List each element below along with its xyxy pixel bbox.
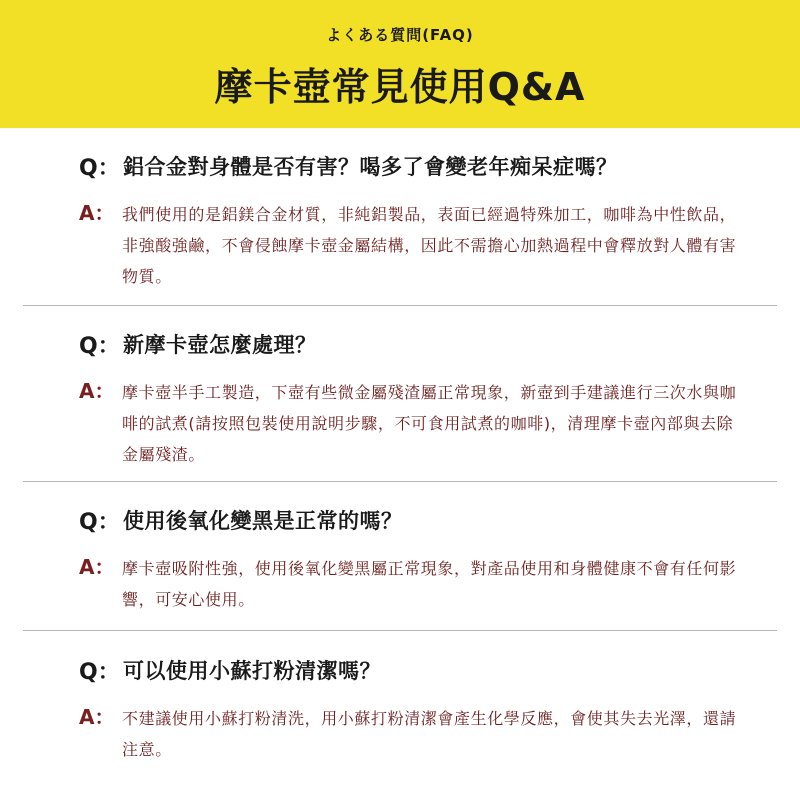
answer-marker: A：	[79, 379, 115, 403]
divider	[23, 481, 777, 482]
question-marker: Q：	[79, 660, 120, 685]
question-row	[79, 150, 759, 182]
question-row	[79, 654, 759, 686]
header-banner	[0, 0, 800, 128]
divider	[23, 305, 777, 306]
answer-text: 摩卡壺半手工製造，下壺有些微金屬殘渣屬正常現象，新壺到手建議進行三次水與咖啡的試煮(請按照包裝使用說明步驟，不可食用試煮的咖啡)，清理摩卡壺內部與去除金屬殘渣。	[122, 383, 737, 464]
question-text: 新摩卡壺怎麼處理？	[123, 333, 317, 357]
divider	[23, 630, 777, 631]
question-text: 可以使用小蘇打粉清潔嗎？	[123, 659, 381, 683]
question-marker: Q：	[79, 156, 120, 181]
page-title: 摩卡壺常見使用Q&A	[214, 65, 586, 109]
answer-text: 我們使用的是鋁鎂合金材質，非純鋁製品，表面已經過特殊加工，咖啡為中性飲品，非強酸強鹼，不會侵蝕摩卡壺金屬結構，因此不需擔心加熱過程中會釋放對人體有害物質。	[122, 205, 737, 286]
question-text: 鋁合金對身體是否有害？喝多了會變老年痴呆症嗎？	[123, 155, 618, 179]
answer-text: 不建議使用小蘇打粉清洗，用小蘇打粉清潔會產生化學反應，會使其失去光澤，還請注意。	[122, 709, 737, 759]
answer-marker: A：	[79, 201, 115, 225]
question-text: 使用後氧化變黑是正常的嗎？	[123, 509, 403, 533]
answer-marker: A：	[79, 555, 115, 579]
answer-text: 摩卡壺吸附性強，使用後氧化變黑屬正常現象，對產品使用和身體健康不會有任何影響，可安心使用。	[122, 559, 737, 609]
question-row	[79, 504, 759, 536]
question-marker: Q：	[79, 510, 120, 535]
question-row	[79, 328, 759, 360]
faq-subtitle: よくある質問(FAQ)	[326, 26, 474, 44]
answer-marker: A：	[79, 705, 115, 729]
question-marker: Q：	[79, 334, 120, 359]
